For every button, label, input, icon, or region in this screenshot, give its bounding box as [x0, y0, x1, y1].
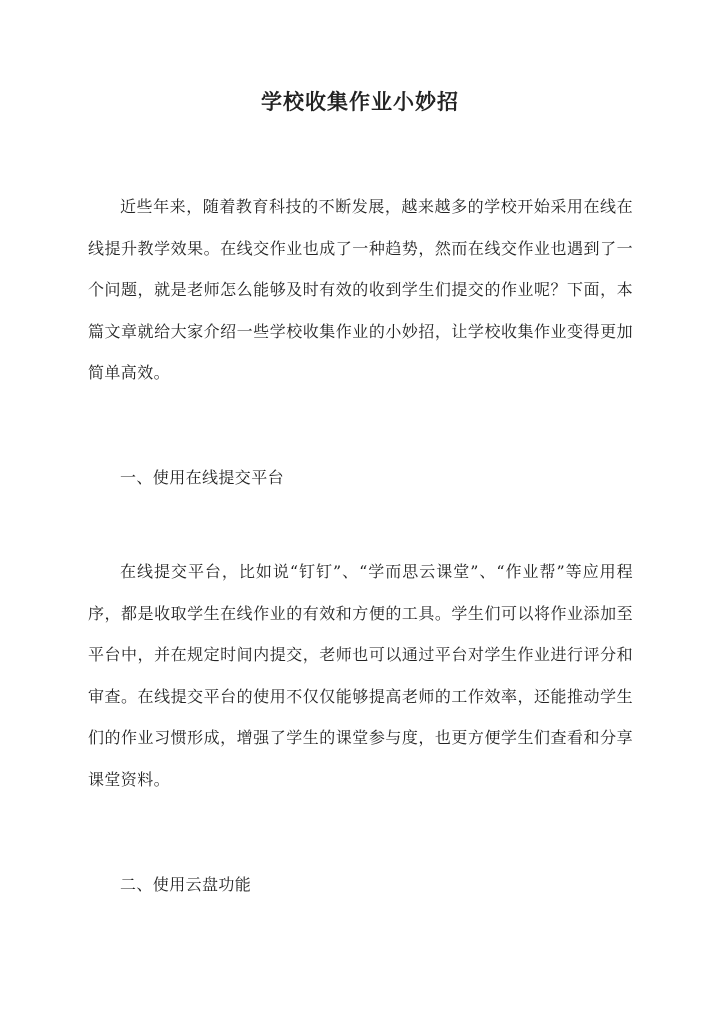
document-title: 学校收集作业小妙招	[261, 89, 459, 114]
intro-paragraph: 近些年来，随着教育科技的不断发展，越来越多的学校开始采用在线在线提升教学效果。在线交作业也成了一种趋势，然而在线交作业也遇到了一个问题，就是老师怎么能够及时有效的收到学生们提交的作业呢？下面，本篇文章就给大家介绍一些学校收集作业的小妙招，让学校收集作业变得更加简单高效。	[88, 197, 633, 382]
online-platform-paragraph: 在线提交平台，比如说“钉钉”、“学而思云课堂”、“作业帮”等应用程序，都是收取学生在线作业的有效和方便的工具。学生们可以将作业添加至平台中，并在规定时间内提交，老师也可以通过平台对学生作业进行评分和审查。在线提交平台的使用不仅仅能够提高老师的工作效率，还能推动学生们的作业习惯形成，增强了学生的课堂参与度，也更方便学生们查看和分享课堂资料。	[88, 562, 633, 789]
section-heading-online-platform: 一、使用在线提交平台	[120, 468, 285, 487]
section-heading-cloud-drive: 二、使用云盘功能	[120, 875, 252, 894]
